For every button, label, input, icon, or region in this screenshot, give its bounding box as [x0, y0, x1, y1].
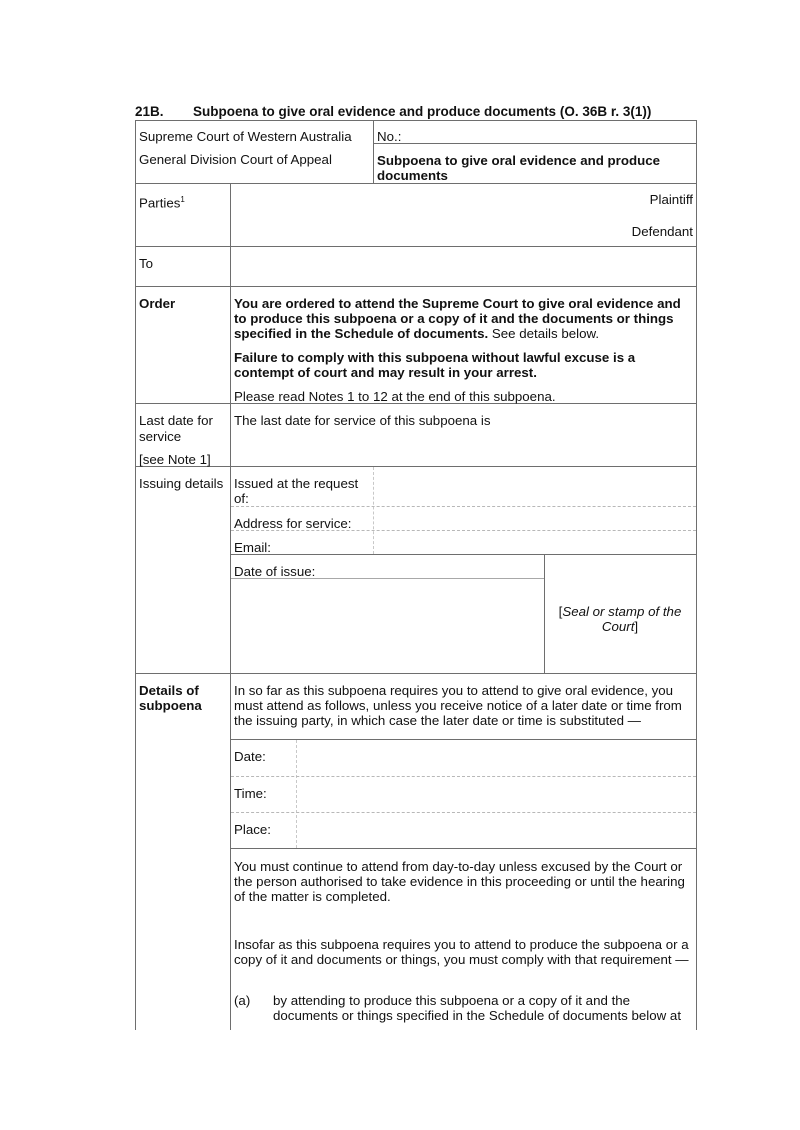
- form-title: [135, 104, 651, 119]
- last-date-label: Last date for service: [139, 413, 213, 444]
- court-division: General Division Court of Appeal: [139, 152, 332, 167]
- form-title-text: Subpoena to give oral evidence and produce documents (O. 36B r. 3(1)): [193, 104, 652, 119]
- time-label: Time:: [234, 786, 267, 801]
- defendant-label: Defendant: [631, 224, 693, 239]
- court-name: Supreme Court of Western Australia: [139, 129, 352, 144]
- to-label: To: [139, 256, 154, 271]
- time-field[interactable]: [297, 777, 696, 812]
- date-field[interactable]: [297, 740, 696, 776]
- continue-text: You must continue to attend from day-to-day unless excused by the Court or the person authorised to take evidence in this proceeding or until the hearing of the matter is completed.: [234, 859, 685, 904]
- form-number: 21B.: [135, 104, 164, 119]
- order-warning: Failure to comply with this subpoena without lawful excuse is a contempt of court and may result in your arrest.: [234, 350, 636, 380]
- date-label: Date:: [234, 749, 266, 764]
- seal-bracket-close: ]: [634, 619, 639, 634]
- details-label: Details of subpoena: [139, 683, 202, 713]
- seal-text: Seal or stamp of the Court: [562, 604, 682, 634]
- email-field[interactable]: [374, 531, 696, 554]
- item-a-text: by attending to produce this subpoena or a copy of it and the documents or things specified in the Schedule of documents below at: [273, 993, 682, 1023]
- place-label: Place:: [234, 822, 271, 837]
- last-date-text: The last date for service of this subpoena is: [234, 413, 491, 428]
- see-note-label: [see Note 1]: [139, 452, 211, 467]
- date-of-issue-label: Date of issue:: [234, 564, 316, 579]
- seal-bracket-open: [: [558, 604, 563, 619]
- details-intro: In so far as this subpoena requires you to attend to give oral evidence, you must attend as follows, unless you receive notice of a later date or time from the issuing party, in which case the later date or time is substituted —: [234, 683, 682, 728]
- order-label: Order: [139, 296, 176, 311]
- order-note: Please read Notes 1 to 12 at the end of this subpoena.: [234, 389, 556, 404]
- address-field[interactable]: [374, 507, 696, 530]
- parties-label: [139, 192, 185, 210]
- request-field[interactable]: [374, 467, 696, 506]
- case-number-label: No.:: [377, 129, 402, 144]
- date-of-issue-field[interactable]: [231, 579, 544, 673]
- seal-stamp-area: [550, 604, 690, 634]
- order-bold-text: You are ordered to attend the Supreme Court to give oral evidence and to produce this subpoena or a copy of it and the documents or things specified in the Schedule of documents.: [234, 296, 681, 341]
- issuing-label: Issuing details: [139, 476, 224, 491]
- parties-footnote: 1: [180, 195, 185, 204]
- item-a-marker: (a): [234, 993, 251, 1008]
- produce-text: Insofar as this subpoena requires you to attend to produce the subpoena or a copy of it and documents or things, you must comply with that requirement —: [234, 937, 689, 967]
- parties-label-text: Parties: [139, 195, 181, 211]
- order-text: [234, 296, 692, 341]
- plaintiff-label: Plaintiff: [649, 192, 693, 207]
- email-label: Email:: [234, 540, 271, 555]
- document-title: Subpoena to give oral evidence and produce documents: [377, 153, 660, 183]
- order-see-details: See details below.: [488, 326, 600, 341]
- place-field[interactable]: [297, 813, 696, 848]
- request-label: Issued at the request of:: [234, 476, 359, 506]
- address-label: Address for service:: [234, 516, 352, 531]
